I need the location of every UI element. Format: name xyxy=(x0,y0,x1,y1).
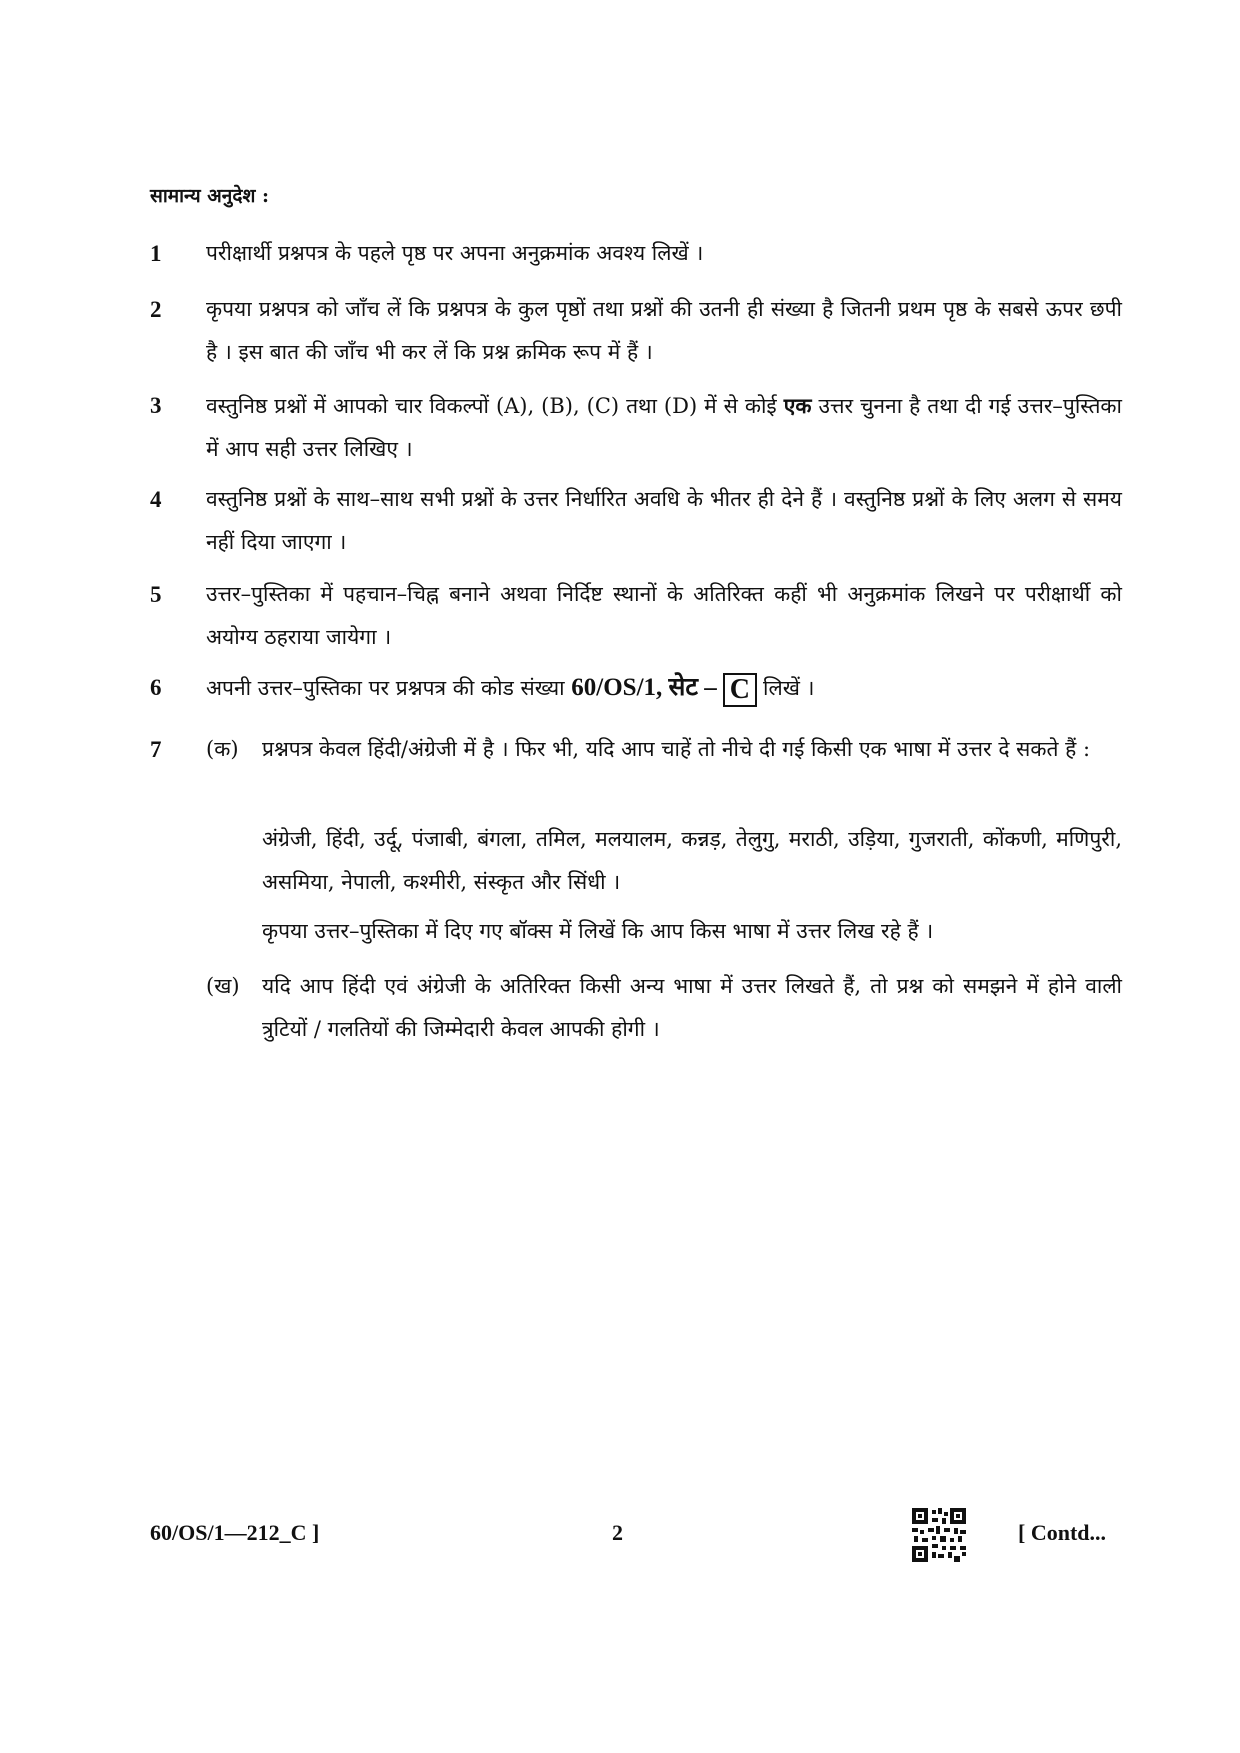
instructions-heading: सामान्य अनुदेश : xyxy=(150,185,269,207)
instruction-text: उत्तर–पुस्तिका में पहचान–चिह्न बनाने अथवा निर्दिष्ट स्थानों के अतिरिक्त कहीं भी अनुक्रमांक लिखने पर परीक्षार्थी को अयोग्य ठहराया जायेगा । xyxy=(206,582,1122,649)
instruction-7b xyxy=(206,965,1122,1051)
instruction-text: परीक्षार्थी प्रश्नपत्र के पहले पृष्ठ पर अपना अनुक्रमांक अवश्य लिखें । xyxy=(206,241,704,265)
sub-text: यदि आप हिंदी एवं अंग्रेजी के अतिरिक्त किसी अन्य भाषा में उत्तर लिखते हैं, तो प्रश्न को समझने में होने वाली त्रुटियों / गलतियों की जिम्मेदारी केवल आपकी होगी । xyxy=(262,974,1122,1041)
instruction-text-part: अपनी उत्तर–पुस्तिका पर प्रश्नपत्र की कोड संख्या xyxy=(206,676,572,700)
paper-code: 60/OS/1, सेट – xyxy=(571,674,717,701)
instruction-number: 7 xyxy=(150,737,162,762)
footer-page-number: 2 xyxy=(612,1520,623,1545)
footer-paper-code: 60/OS/1—212_C ] xyxy=(150,1520,320,1545)
instruction-1 xyxy=(150,232,1122,275)
instruction-text xyxy=(206,666,1122,710)
instruction-text xyxy=(206,384,1122,471)
language-box-note: कृपया उत्तर–पुस्तिका में दिए गए बॉक्स में लिखें कि आप किस भाषा में उत्तर लिख रहे हैं । xyxy=(262,919,934,943)
instruction-number: 3 xyxy=(150,393,162,418)
instruction-text-part: वस्तुनिष्ठ प्रश्नों में आपको चार विकल्पों (A), (B), (C) तथा (D) में से कोई xyxy=(206,394,784,418)
qr-code-icon xyxy=(912,1508,966,1562)
emphasis-word: एक xyxy=(783,393,812,418)
instruction-text: कृपया प्रश्नपत्र को जाँच लें कि प्रश्नपत्र के कुल पृष्ठों तथा प्रश्नों की उतनी ही संख्या है जितनी प्रथम पृष्ठ के सबसे ऊपर छपी है । इस बात की जाँच भी कर लें कि प्रश्न क्रमिक रूप में हैं । xyxy=(206,297,1122,364)
sub-text: प्रश्नपत्र केवल हिंदी/अंग्रेजी में है । फिर भी, यदि आप चाहें तो नीचे दी गई किसी एक भाषा में उत्तर दे सकते हैं : xyxy=(262,737,1091,761)
instruction-number: 6 xyxy=(150,675,162,700)
instruction-text-part: उत्तर चुनना है तथा दी गई उत्तर–पुस्तिका में आप सही उत्तर लिखिए । xyxy=(206,394,1122,461)
sub-label: (ख) xyxy=(206,974,240,998)
sub-label: (क) xyxy=(206,737,239,761)
instruction-2 xyxy=(150,288,1122,374)
footer-contd: [ Contd... xyxy=(1018,1520,1107,1545)
set-box: C xyxy=(723,673,757,707)
instruction-number: 5 xyxy=(150,582,162,607)
instruction-7a xyxy=(206,728,1122,771)
instruction-4 xyxy=(150,478,1122,564)
instruction-6 xyxy=(150,666,1122,710)
instruction-text-part: लिखें । xyxy=(763,676,815,700)
instruction-5 xyxy=(150,573,1122,659)
instruction-number: 2 xyxy=(150,297,162,322)
language-list: अंग्रेजी, हिंदी, उर्दू, पंजाबी, बंगला, तमिल, मलयालम, कन्नड़, तेलुगु, मराठी, उड़िया, गुजराती, कोंकणी, मणिपुरी, असमिया, नेपाली, कश्मीरी, संस्कृत और सिंधी । xyxy=(262,827,1122,894)
instruction-3 xyxy=(150,384,1122,471)
instruction-number: 1 xyxy=(150,241,162,266)
instruction-number: 4 xyxy=(150,487,162,512)
instruction-text: वस्तुनिष्ठ प्रश्नों के साथ–साथ सभी प्रश्नों के उत्तर निर्धारित अवधि के भीतर ही देने हैं । वस्तुनिष्ठ प्रश्नों के लिए अलग से समय नहीं दिया जाएगा । xyxy=(206,487,1122,554)
